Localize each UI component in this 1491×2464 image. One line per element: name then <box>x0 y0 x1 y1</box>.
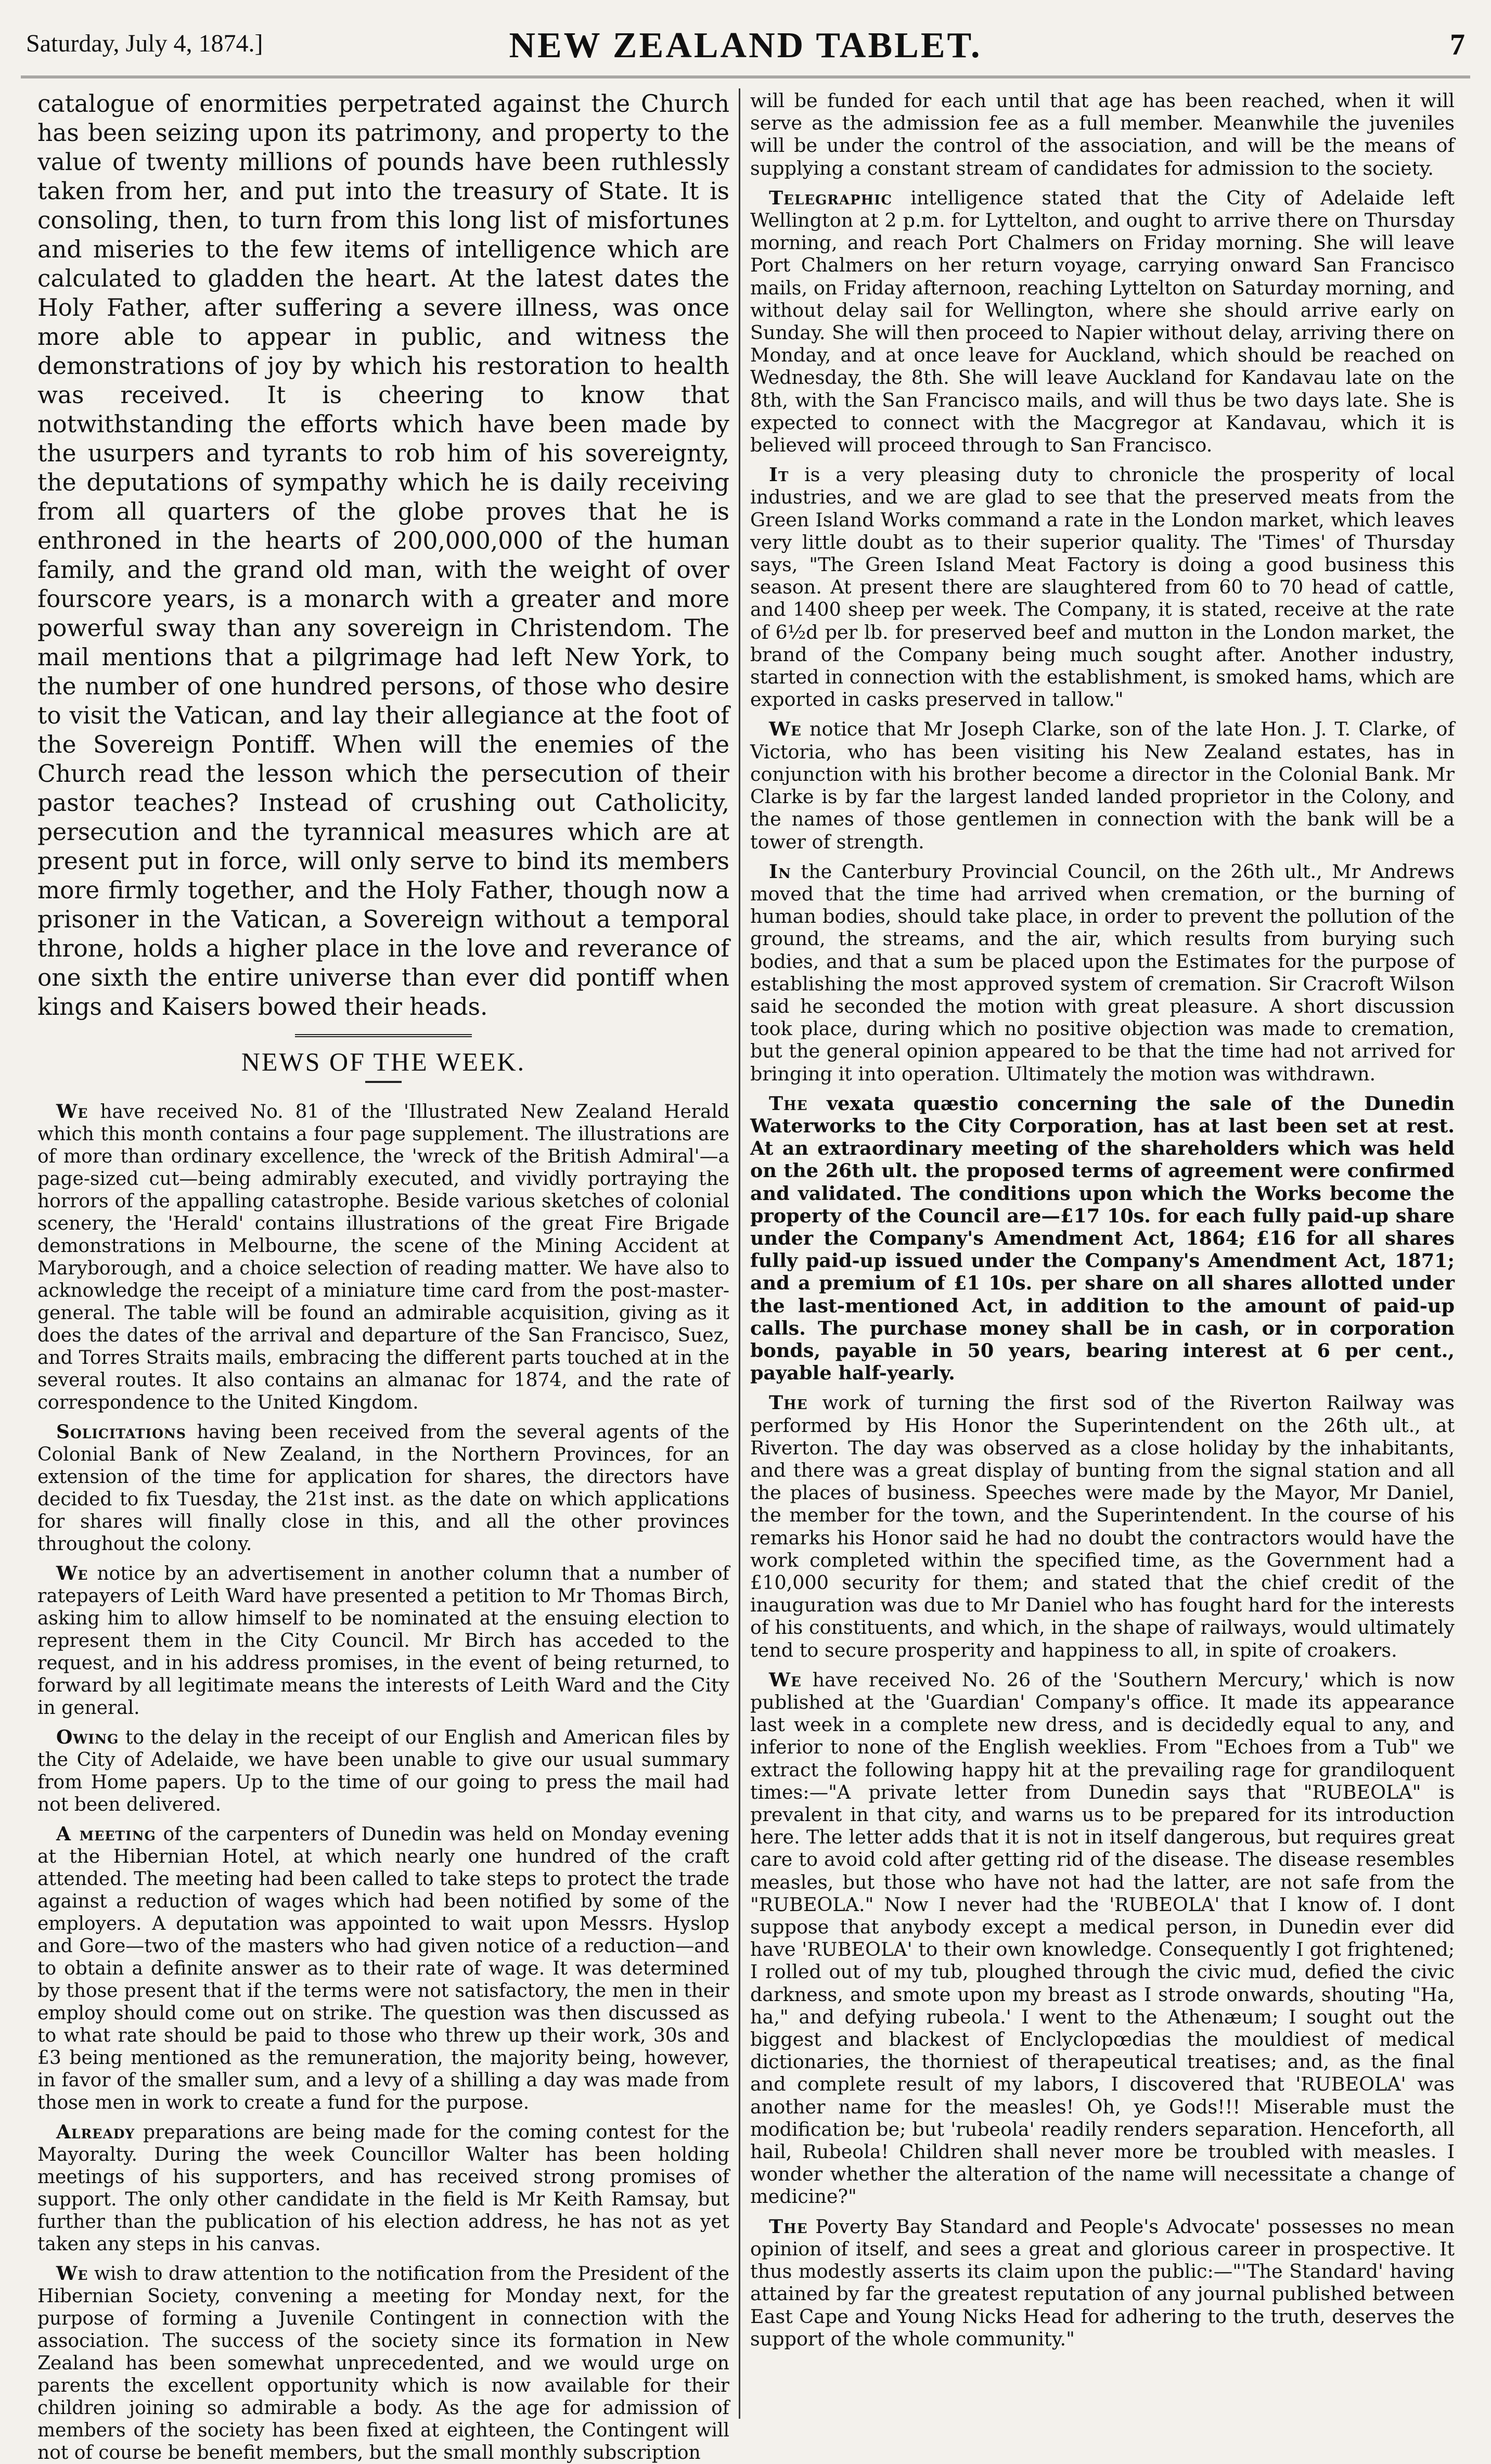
news-item-lead-word: In <box>769 860 791 883</box>
news-item-lead-word: We <box>56 1563 88 1584</box>
news-item-text: intelligence stated that the City of Adelaide left Wellington at 2 p.m. for Lyttelton, and ought to arrive there on Thursday morning, and reach Port Chalmers on Friday morning. She will leave Port Chalmers on her return voyage, carrying onward San Francisco mails, on Friday afternoon, reaching Lyttelton on Saturday morning, and without delay sail for Wellington, where she should arrive early on Sunday. She will then proceed to Napier without delay, arriving there on Monday, and at once leave for Auckland, which should be reached on Wednesday, the 8th. She will leave Auckland for Kandavau late on the 8th, with the San Francisco mails, and will thus be two days late. She is expected to connect with the Macgregor at Kandavau, which it is believed will proceed through to San Francisco. <box>750 186 1455 457</box>
news-item-text: preparations are being made for the coming contest for the Mayoralty. During the week Councillor Walter has been holding meetings of his supporters, and has received strong promises of support. The only other candidate in the field is Mr Keith Ramsay, but further than the publication of his election address, he has not as yet taken any steps in his canvas. <box>37 2122 729 2255</box>
page-header <box>21 9 1470 82</box>
news-item <box>750 718 1455 853</box>
news-item-text: having been received from the several agents of the Colonial Bank of New Zealand, in the Northern Provinces, for an extension of the time for application for shares, the directors have decided to fix Tuesday, the 21st inst. as the date on which applications for shares will finally close in this, and all the other provinces throughout the colony. <box>37 1422 729 1555</box>
page-number: 7 <box>1450 28 1465 61</box>
news-item <box>37 1823 729 2114</box>
section-heading: NEWS OF THE WEEK. <box>241 1047 526 1076</box>
news-item <box>750 2215 1455 2350</box>
news-item-text: notice by an advertisement in another column that a number of ratepayers of Leith Ward have presented a petition to Mr Thomas Birch, asking him to allow himself to be nominated at the ensuing election to represent them in the City Council. Mr Birch has acceded to the request, and in his address promises, in the event of being returned, to forward by all legitimate means the interests of Leith Ward and the City in general. <box>37 1563 729 1719</box>
news-item-lead-word: Already <box>56 2121 135 2143</box>
news-item-text: notice that Mr Joseph Clarke, son of the late Hon. J. T. Clarke, of Victoria, who has been visiting his New Zealand estates, has in conjunction with his brother become a director in the Colonial Bank. Mr Clarke is by far the largest landed landed proprietor in the Colony, and the names of those gentlemen in connection with the bank will be a tower of strength. <box>750 718 1455 853</box>
editorial-continuation <box>37 89 729 1022</box>
news-item-lead-word: We <box>769 718 802 741</box>
news-item-lead-word: Solicitations <box>56 1421 186 1443</box>
news-item <box>750 187 1455 456</box>
news-item-text: will be funded for each until that age has been reached, when it will serve as the admission fee as a full member. Meanwhile the juveniles will be under the control of the association, and will be the means of supplying a constant stream of candidates for admission to the society. <box>750 89 1455 179</box>
news-item-lead-word: It <box>769 463 789 486</box>
news-item <box>37 1421 729 1555</box>
news-item-text: wish to draw attention to the notification from the President of the Hibernian Society, convening a meeting for Monday next, for the purpose of forming a Juvenile Contingent in connection with the association. The success of the society since its formation in New Zealand has been somewhat unprecedented, and we would urge on parents the excellent opportunity which is now available for their children joining so admirable a body. As the age for admission of members of the society has been fixed at eighteen, the Contingent will not of course be benefit members, but the small monthly subscription <box>37 2263 729 2463</box>
news-item-lead-word: The <box>769 1391 808 1414</box>
news-item-text: work of turning the first sod of the Riverton Railway was performed by His Honor the Superintendent on the 26th ult., at Riverton. The day was observed as a close holiday by the inhabitants, and there was a great display of bunting from the signal station and all the places of business. Speeches were made by the Mayor, Mr Daniel, the member for the town, and the Superintendent. In the course of his remarks his Honor said he had no doubt the contractors would have the work completed within the specified time, as the Government had a £10,000 security for them; and stated that the chief credit of the inauguration was due to Mr Daniel who has fought hard for the interests of his constituents, and which, in the shape of railways, would ultimately tend to secure prosperity and happiness to all, in spite of croakers. <box>750 1391 1455 1661</box>
news-item-text: have received No. 26 of the 'Southern Mercury,' which is now published at the 'Guardian' Company's office. It made its appearance last week in a complete new dress, and is decidedly equal to any, and inferior to none of the English weeklies. From "Echoes from a Tub" we extract the following happy hit at the prevailing rage for grandiloquent times:—"A private letter from Dunedin says that "RUBEOLA" is prevalent in that city, and warns us to be prepared for its introduction here. The letter adds that it is not in itself dangerous, but requires great care to avoid cold after getting rid of the disease. The disease resembles measles, but those who have not had the latter, are not safe from the "RUBEOLA." Now I never had the 'RUBEOLA' that I know of. I dont suppose that anybody except a medical person, in Dunedin ever did have 'RUBEOLA' to their own knowledge. Consequently I got frightened; I rolled out of my tub, ploughed through the civic mud, defied the civic darkness, and smote upon my breast as I strode onwards, shouting "Ha, ha," and defying rubeola.' I went to the Athenæum; I sought out the biggest and blackest of Enclyclopœdias the mouldiest of medical dictionaries, the thorniest of therapeutical treatises; and, as the final and complete result of my labors, I discovered that 'RUBEOLA' was another name for the measles! Oh, ye Gods!!! Miserable must the modification be; but 'rubeola' readily renders separation. Henceforth, all hail, Rubeola! Children shall never more be troubled with measles. I wonder whether the alteration of the name will necessitate a change of medicine?" <box>750 1668 1455 2208</box>
editorial-paragraph: catalogue of enormities perpetrated against the Church has been seizing upon its patrimony, and property to the value of twenty millions of pounds have been ruthlessly taken from her, and put into the treasury of State. It is consoling, then, to turn from this long list of misfortunes and miseries to the few items of intelligence which are calculated to gladden the heart. At the latest dates the Holy Father, after suffering a severe illness, was once more able to appear in public, and witness the demonstrations of joy by which his restoration to health was received. It is cheering to know that notwithstanding the efforts which have been made by the usurpers and tyrants to rob him of his sovereignty, the deputations of sympathy which he is daily receiving from all quarters of the globe proves that he is enthroned in the hearts of 200,000,000 of the human family, and the grand old man, with the weight of over fourscore years, is a monarch with a greater and more powerful sway than any sovereign in Christendom. The mail mentions that a pilgrimage had left New York, to the number of one hundred persons, of those who desire to visit the Vatican, and lay their allegiance at the foot of the Sovereign Pontiff. When will the enemies of the Church read the lesson which the persecution of their pastor teaches? Instead of crushing out Catholicity, persecution and the tyrannical measures which are at present put in force, will only serve to bind its members more firmly together, and the Holy Father, though now a prisoner in the Vatican, a Sovereign without a temporal throne, holds a higher place in the love and reverance of one sixth the entire universe than ever did pontiff when kings and Kaisers bowed their heads. <box>37 90 729 1021</box>
heading-rule <box>365 1081 402 1083</box>
news-item <box>750 1092 1455 1385</box>
news-item-text: to the delay in the receipt of our English and American files by the City of Adelaide, we have been unable to give our usual summary from Home papers. Up to the time of our going to press the mail had not been delivered. <box>37 1727 729 1815</box>
news-item <box>37 1726 729 1816</box>
news-items-left <box>37 1101 729 2464</box>
right-column <box>750 89 1455 2425</box>
news-item <box>750 1391 1455 1661</box>
issue-date: Saturday, July 4, 1874.] <box>26 30 263 57</box>
news-item-lead-word: We <box>56 2263 88 2285</box>
news-item-text: vexata quæstio concerning the sale of the Dunedin Waterworks to the City Corporation, has at last been set at rest. At an extraordinary meeting of the shareholders which was held on the 26th ult. the proposed terms of agreement were confirmed and validated. The conditions upon which the Works become the property of the Council are—£17 10s. for each fully paid-up share under the Company's Amendment Act, 1864; £16 for all shares fully paid-up issued under the Company's Amendment Act, 1871; and a premium of £1 10s. per share on all shares allotted under the last-mentioned Act, in addition to the amount of paid-up calls. The purchase money shall be in cash, or in corporation bonds, payable in 50 years, bearing interest at 6 per cent., payable half-yearly. <box>750 1092 1455 1385</box>
news-item <box>37 1101 729 1414</box>
news-item <box>750 1669 1455 2208</box>
news-item-text: the Canterbury Provincial Council, on the 26th ult., Mr Andrews moved that the time had arrived when cremation, or the burning of human bodies, should take place, in order to prevent the pollution of the ground, the streams, and the air, which results from burying such bodies, and that a sum be placed upon the Estimates for the purpose of establishing the most approved system of cremation. Sir Cracroft Wilson said he seconded the motion with great pleasure. A short discussion took place, during which no positive objection was made to cremation, but the general opinion appeared to be that the time had not arrived for bringing it into operation. Ultimately the motion was withdrawn. <box>750 860 1455 1085</box>
news-item-text: of the carpenters of Dunedin was held on Monday evening at the Hibernian Hotel, at which nearly one hundred of the craft attended. The meeting had been called to take steps to protect the trade against a reduction of wages which had been notified by some of the employers. A deputation was appointed to wait upon Messrs. Hyslop and Gore—two of the masters who had given notice of a reduction—and to obtain a definite answer as to their rate of wage. It was determined by those present that if the terms were not satisfactory, the men in their employ should come out on strike. The question was then discussed as to what rate should be paid to those who threw up their work, 30s and £3 being mentioned as the remuneration, the majority being, however, in favor of the smaller sum, and a levy of a shilling a day was made from those men in work to create a fund for the purpose. <box>37 1824 729 2113</box>
news-item-lead-word: Telegraphic <box>769 186 893 209</box>
news-item <box>750 463 1455 711</box>
section-rule <box>295 1034 472 1037</box>
news-item-lead-word: We <box>769 1668 802 1691</box>
news-item-text: Poverty Bay Standard and People's Advocate' possesses no mean opinion of itself, and sees a great and glorious career in prospective. It thus modestly asserts its claim upon the public:—"'The Standard' having attained by far the greatest reputation of any journal published between East Cape and Young Nicks Head for adhering to the truth, deserves the support of the whole community." <box>750 2215 1455 2350</box>
news-item <box>37 1563 729 1719</box>
news-items-right <box>750 89 1455 2350</box>
news-item-lead-word: Owing <box>56 1726 119 1748</box>
header-rule <box>21 76 1470 78</box>
news-item-lead-word: We <box>56 1101 88 1123</box>
news-item-lead-word: The <box>769 2215 808 2238</box>
news-item-lead-word: The <box>769 1092 808 1115</box>
news-item <box>750 89 1455 179</box>
column-divider <box>739 88 740 2419</box>
news-item <box>750 860 1455 1085</box>
news-item <box>37 2263 729 2464</box>
news-item-lead-word: A meeting <box>56 1823 156 1845</box>
news-item-text: have received No. 81 of the 'Illustrated New Zealand Herald which this month contains a four page supplement. The illustrations are of more than ordinary excellence, the 'wreck of the British Admiral'—a page-sized cut—being admirably executed, and vividly portraying the horrors of the appalling catastrophe. Beside various sketches of colonial scenery, the 'Herald' contains illustrations of the great Fire Brigade demonstrations in Melbourne, the scene of the Mining Accident at Maryborough, and a choice selection of reading matter. We have also to acknowledge the receipt of a miniature time card from the post-master-general. The table will be found an admirable acquisition, giving as it does the dates of the arrival and departure of the San Francisco, Suez, and Torres Straits mails, embracing the different parts touched at in the several routes. It also contains an almanac for 1874, and the rate of correspondence to the United Kingdom. <box>37 1101 729 1413</box>
news-item <box>37 2121 729 2255</box>
news-item-text: is a very pleasing duty to chronicle the prosperity of local industries, and we are glad to see that the preserved meats from the Green Island Works command a rate in the London market, which leaves very little doubt as to their superior quality. The 'Times' of Thursday says, "The Green Island Meat Factory is doing a good business this season. At present there are slaughtered from 60 to 70 head of cattle, and 1400 sheep per week. The Company, it is stated, receive at the rate of 6½d per lb. for preserved beef and mutton in the London market, the brand of the Company being much sought after. Another industry, started in connection with the establishment, is smoked hams, which are exported in casks preserved in tallow." <box>750 463 1455 711</box>
left-column <box>37 89 729 2463</box>
masthead-title: NEW ZEALAND TABLET. <box>509 25 982 66</box>
